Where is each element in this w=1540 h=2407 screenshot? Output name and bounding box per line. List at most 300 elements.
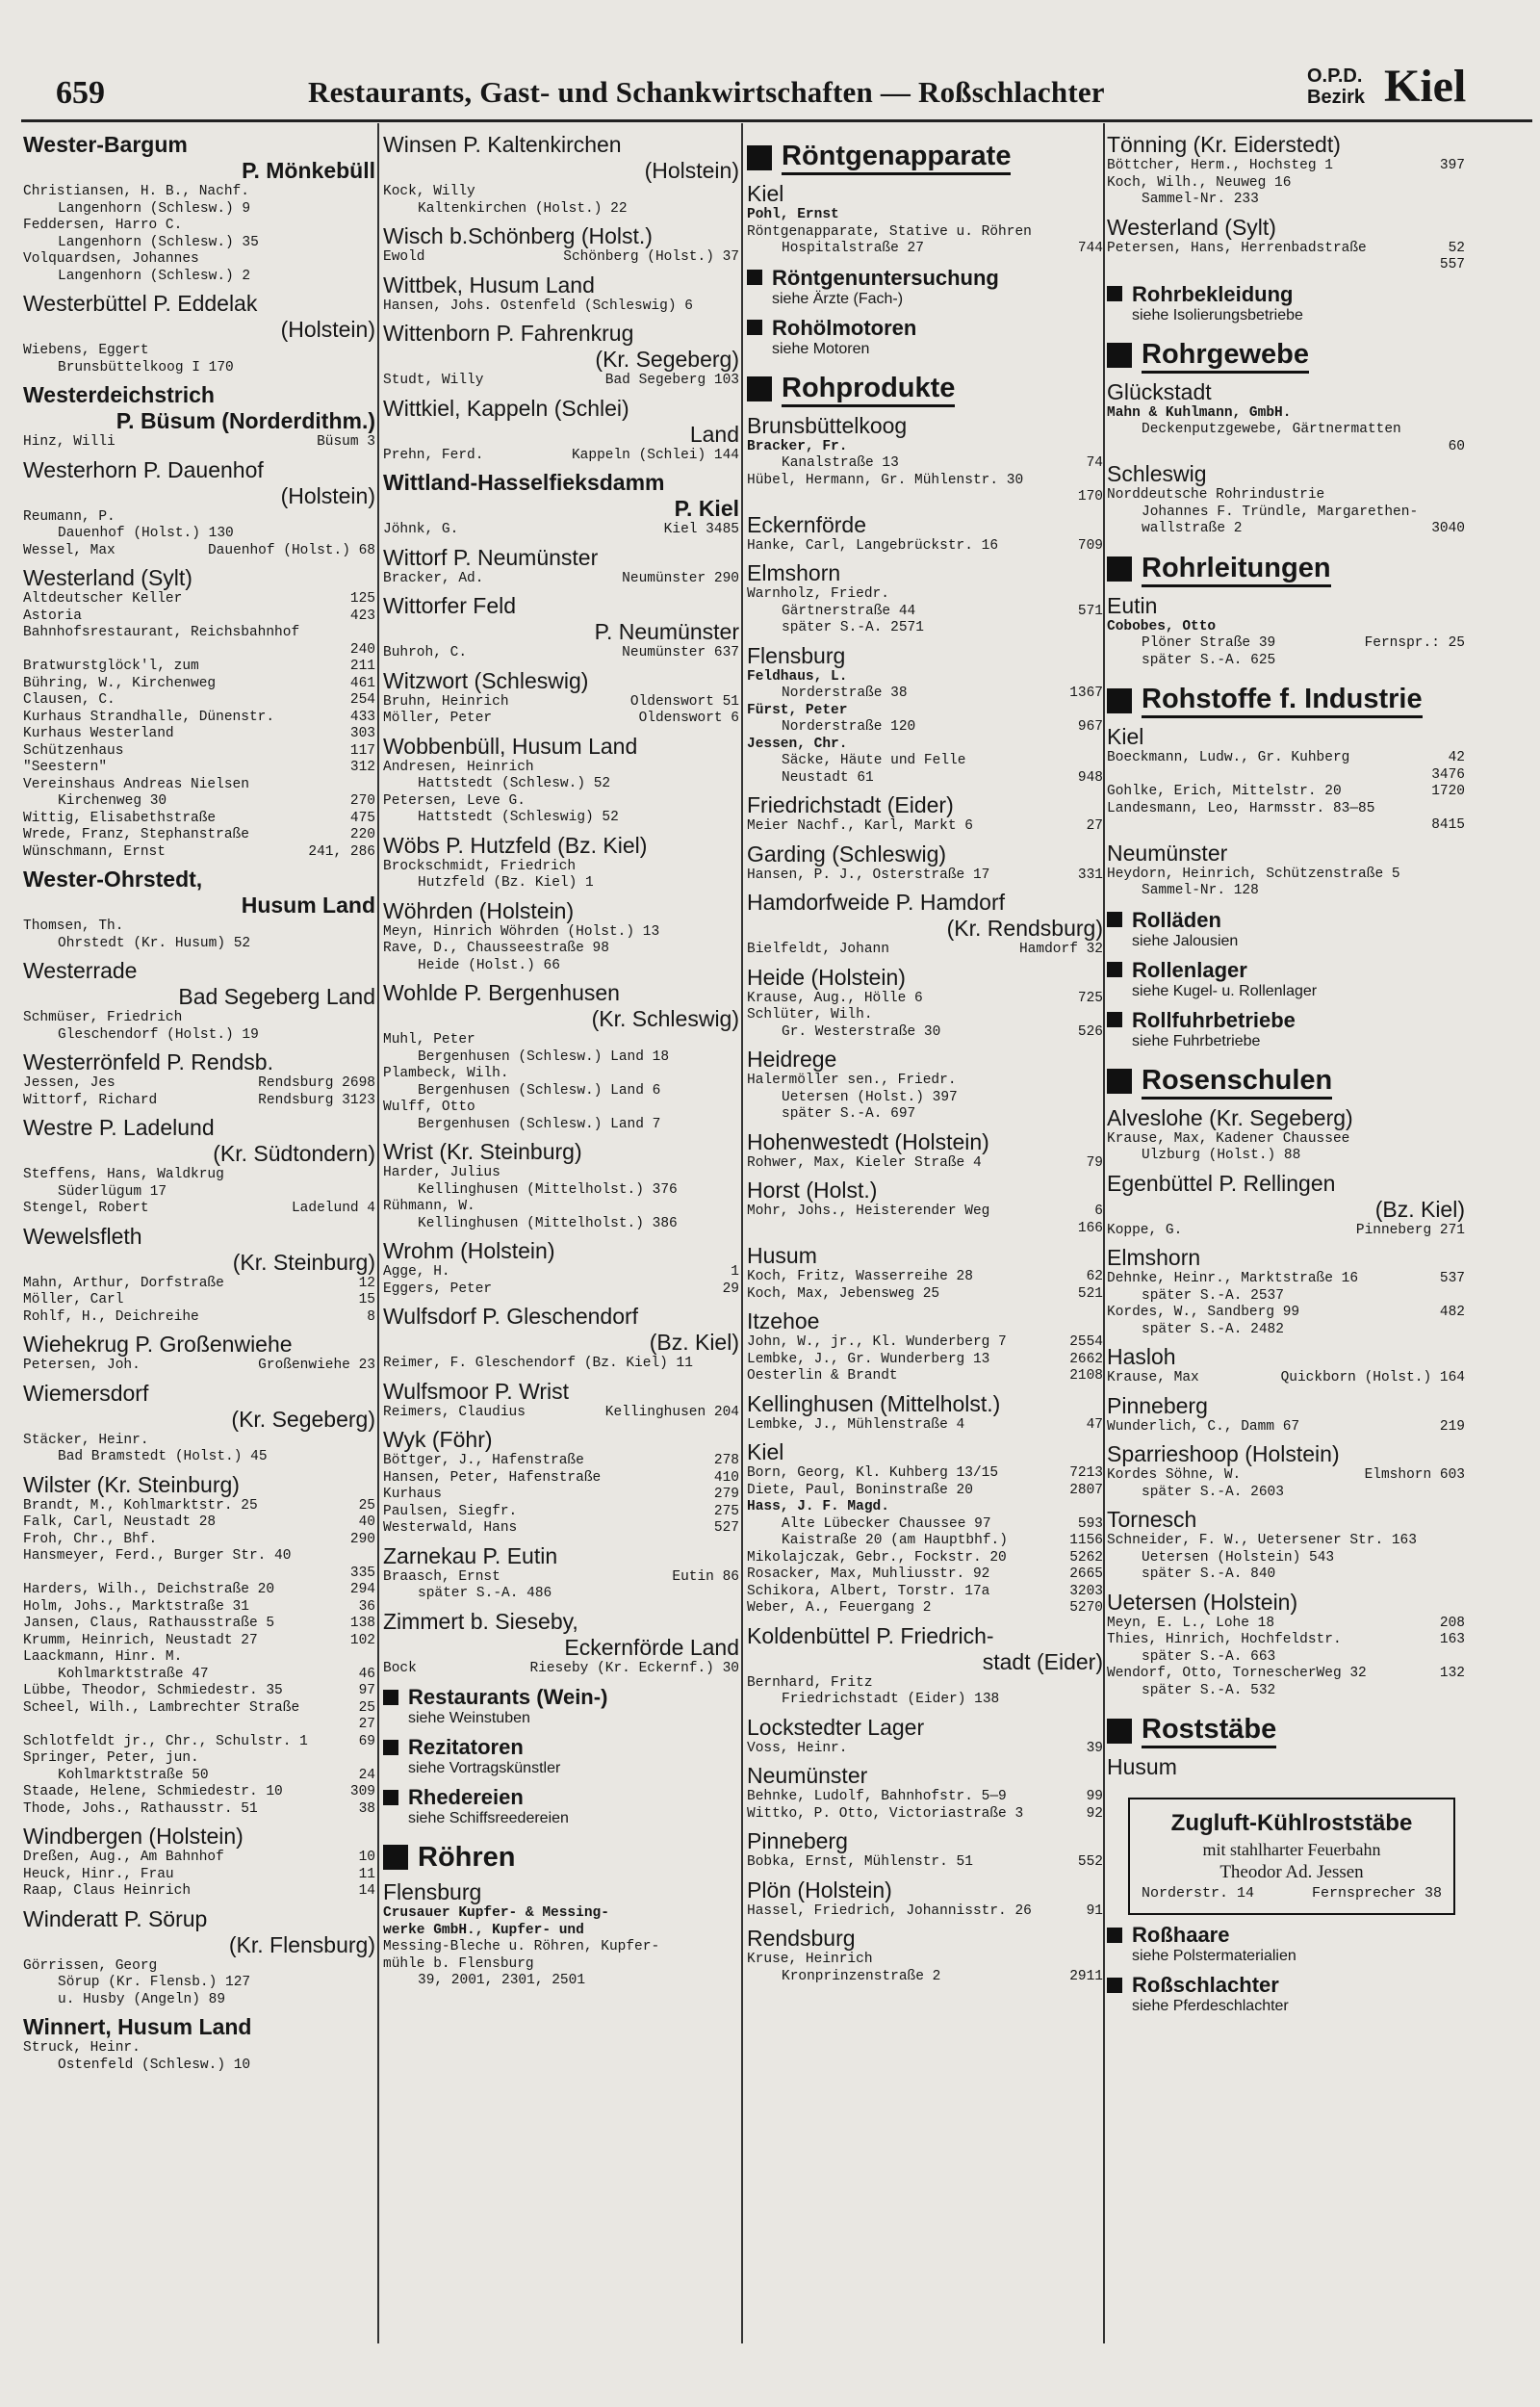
entry-phone: 211 (349, 659, 375, 674)
entry-phone: 241, 286 (308, 843, 375, 860)
district-city: Kiel (1384, 61, 1467, 112)
listing-entry (383, 1100, 739, 1117)
place-section (747, 965, 1103, 1042)
entry-phone: 220 (349, 827, 375, 842)
entry-name: Hansen, P. J., Osterstraße 17 (747, 867, 990, 883)
category-title: Rohstoffe f. Industrie (1142, 683, 1423, 718)
place-heading: Tönning (Kr. Eiderstedt) (1107, 132, 1341, 157)
listing-entry (23, 642, 375, 660)
entry-name: Langenhorn (Schlesw.) 9 (58, 200, 251, 217)
category-title: Rollfuhrbetriebe (1132, 1007, 1296, 1032)
entry-name: Wittko, P. Otto, Victoriastraße 3 (747, 1805, 1024, 1822)
listing-entry (383, 1504, 739, 1521)
entry-name: später S.-A. 2603 (1142, 1484, 1284, 1500)
place-heading: Alveslohe (Kr. Segeberg) (1107, 1104, 1353, 1130)
listing-entry (23, 844, 375, 862)
entry-name: Wendorf, Otto, TornescherWeg 32 (1107, 1666, 1367, 1681)
column-2 (383, 126, 739, 1990)
listing-entry (1107, 635, 1465, 653)
ad-title: Zugluft-Kühlroststäbe (1170, 1810, 1413, 1836)
listing-entry (383, 373, 739, 390)
listing-entry (23, 811, 375, 828)
listing-entry (23, 1309, 375, 1327)
place-section (747, 890, 1103, 959)
place-heading-continued: Land (689, 421, 739, 447)
entry-phone: Schönberg (Holst.) 37 (563, 249, 739, 265)
entry-phone: 967 (1077, 719, 1103, 735)
entry-name: Kurhaus Westerland (23, 726, 174, 741)
listing-entry (383, 1049, 739, 1067)
entry-name: Schlotfeldt jr., Chr., Schulstr. 1 (23, 1733, 308, 1749)
entry-name: Bühring, W., Kirchenweg (23, 675, 217, 691)
entry-name: Sammel-Nr. 128 (1142, 883, 1259, 898)
entry-name: Landesmann, Leo, Harmsstr. 83—85 (1107, 800, 1375, 816)
listing-entry (23, 1616, 375, 1633)
entry-name: Wessel, Max (23, 542, 116, 558)
listing-entry (1107, 817, 1465, 835)
listing-entry (747, 686, 1103, 703)
place-heading-continued: (Kr. Segeberg) (595, 347, 739, 372)
category-title: Röntgenuntersuchung (772, 265, 999, 290)
square-bullet-icon (747, 320, 762, 335)
entry-name: Gleschendorf (Holst.) 19 (58, 1026, 259, 1043)
entry-name: Hanke, Carl, Langebrückstr. 16 (747, 537, 999, 554)
place-section (747, 792, 1103, 836)
category-title: Roßhaare (1132, 1923, 1230, 1947)
entry-phone: 25 (358, 1699, 375, 1716)
place-section (383, 545, 739, 588)
entry-phone: 270 (349, 793, 375, 809)
category-title: Rhedereien (408, 1785, 524, 1809)
square-bullet-icon (1107, 1719, 1132, 1744)
entry-name: Messing-Bleche u. Röhren, Kupfer- (383, 1939, 660, 1954)
place-section (1107, 461, 1465, 538)
listing-entry (1107, 439, 1465, 456)
place-heading: Wulfsdorf P. Gleschendorf (383, 1304, 639, 1329)
listing-entry (747, 1952, 1103, 1969)
entry-phone: 725 (1077, 990, 1103, 1006)
place-heading-continued: (Bz. Kiel) (1374, 1196, 1465, 1222)
listing-entry (747, 1352, 1103, 1369)
listing-entry (383, 522, 739, 539)
entry-name: Krause, Aug., Hölle 6 (747, 990, 923, 1006)
entry-name: Reimer, F. Gleschendorf (Bz. Kiel) 11 (383, 1356, 693, 1371)
place-heading: Koldenbüttel P. Friedrich- (747, 1622, 994, 1648)
place-heading: Wittland-Hasselfieksdamm (383, 470, 665, 495)
entry-name: Weber, A., Feuergang 2 (747, 1600, 932, 1616)
listing-entry (1107, 1566, 1465, 1584)
place-heading: Hasloh (1107, 1344, 1176, 1369)
listing-entry (747, 439, 1103, 456)
opd-label: O.P.D. (1307, 65, 1363, 87)
listing-entry (23, 1958, 375, 1976)
place-heading: Wilster (Kr. Steinburg) (23, 1471, 240, 1497)
place-section (383, 734, 739, 827)
listing-entry (23, 777, 375, 794)
listing-entry (1107, 867, 1465, 884)
listing-entry (383, 448, 739, 465)
place-section (747, 1391, 1103, 1435)
entry-name: Kanalstraße 13 (782, 455, 899, 471)
place-heading: Husum (747, 1243, 817, 1268)
listing-entry (747, 1854, 1103, 1872)
district-label (1307, 65, 1365, 108)
entry-name: Paulsen, Siegfr. (383, 1503, 518, 1519)
listing-entry (1107, 257, 1465, 274)
place-heading-continued: Eckernförde Land (564, 1634, 739, 1660)
listing-entry (747, 1269, 1103, 1286)
square-bullet-icon (747, 376, 772, 401)
entry-phone: 279 (713, 1487, 739, 1502)
entry-name: Steffens, Hans, Waldkrug (23, 1167, 224, 1182)
entry-name: Petersen, Joh. (23, 1358, 141, 1373)
ad-company: Theodor Ad. Jessen (1219, 1862, 1364, 1882)
place-heading: Wobbenbüll, Husum Land (383, 733, 638, 759)
entry-name: Struck, Heinr. (23, 2040, 141, 2056)
listing-entry (747, 1334, 1103, 1352)
entry-name: Ohrstedt (Kr. Husum) 52 (58, 935, 251, 951)
entry-name: Hattstedt (Schlesw.) 52 (418, 776, 611, 791)
listing-entry (1107, 1370, 1465, 1387)
listing-entry (383, 1032, 739, 1049)
entry-name: Uetersen (Holstein) 543 (1142, 1549, 1335, 1566)
entry-name: Bock (383, 1660, 417, 1676)
listing-entry (23, 1532, 375, 1549)
listing-entry (23, 2040, 375, 2058)
entry-phone: 2665 (1069, 1566, 1103, 1582)
category-heading (383, 1685, 739, 1709)
place-heading: Pinneberg (747, 1828, 848, 1853)
listing-entry (23, 1750, 375, 1768)
listing-entry (747, 1368, 1103, 1385)
place-section (1107, 379, 1465, 456)
entry-name: Pohl, Ernst (747, 207, 839, 222)
listing-entry (747, 753, 1103, 770)
entry-name: Koppe, G. (1107, 1222, 1183, 1238)
place-section (23, 565, 375, 861)
entry-name: Rosacker, Max, Muhliusstr. 92 (747, 1566, 990, 1582)
entry-name: Plöner Straße 39 (1142, 635, 1276, 651)
square-bullet-icon (383, 1740, 398, 1755)
entry-name: Halermöller sen., Friedr. (747, 1073, 957, 1088)
place-heading-continued: (Kr. Rendsburg) (946, 916, 1103, 941)
entry-name: Voss, Heinr. (747, 1740, 848, 1756)
place-heading: Kiel (747, 181, 784, 206)
place-section (1107, 1507, 1465, 1584)
listing-entry (383, 184, 739, 201)
place-section (383, 470, 739, 539)
entry-name: Plambeck, Wilh. (383, 1066, 509, 1081)
square-bullet-icon (1107, 1069, 1132, 1094)
place-section (383, 1379, 739, 1422)
place-section (747, 1623, 1103, 1709)
listing-entry (23, 1184, 375, 1202)
listing-entry (747, 1692, 1103, 1709)
entry-name: Hassel, Friedrich, Johannisstr. 26 (747, 1902, 1032, 1919)
listing-entry (23, 1582, 375, 1599)
place-heading: Westerbüttel P. Eddelak (23, 291, 258, 316)
listing-entry (383, 859, 739, 876)
entry-phone: 14 (358, 1883, 375, 1899)
listing-entry (383, 1973, 739, 1990)
listing-entry (747, 489, 1103, 506)
entry-name: Kurhaus (383, 1487, 442, 1502)
listing-entry (747, 1204, 1103, 1221)
place-heading: Neumünster (1107, 840, 1228, 866)
entry-phone: 163 (1439, 1632, 1465, 1647)
place-heading: Lockstedter Lager (747, 1714, 925, 1740)
entry-name: Kronprinzenstraße 2 (782, 1968, 941, 1984)
see-also-reference: siehe Isolierungsbetriebe (1132, 306, 1303, 324)
entry-name: Cobobes, Otto (1107, 618, 1217, 634)
entry-phone: 138 (349, 1616, 375, 1631)
entry-name: Hansmeyer, Ferd., Burger Str. 40 (23, 1548, 292, 1564)
listing-entry (747, 538, 1103, 556)
category-heading (1107, 1923, 1465, 1947)
listing-entry (1107, 1419, 1465, 1436)
place-heading: Zimmert b. Sieseby, (383, 1608, 578, 1634)
place-heading: Wester-Bargum (23, 132, 188, 157)
listing-entry (23, 1498, 375, 1515)
listing-entry (383, 1956, 739, 1974)
entry-phone: Elmshorn 603 (1364, 1467, 1465, 1483)
listing-entry (383, 1939, 739, 1956)
place-section (23, 1224, 375, 1327)
place-heading: Winderatt P. Sörup (23, 1905, 208, 1931)
place-heading: Brunsbüttelkoog (747, 412, 908, 438)
entry-name: später S.-A. 2537 (1142, 1287, 1284, 1304)
listing-entry (383, 1356, 739, 1373)
entry-phone: 102 (349, 1632, 375, 1648)
see-also-reference: siehe Fuhrbetriebe (1132, 1032, 1261, 1049)
listing-entry (23, 1784, 375, 1801)
bezirk-label: Bezirk (1307, 87, 1366, 108)
listing-entry (383, 571, 739, 588)
entry-name: Mikolajczak, Gebr., Fockstr. 20 (747, 1549, 1007, 1566)
place-section (1107, 724, 1465, 835)
place-section (23, 958, 375, 1044)
entry-phone: 3476 (1431, 766, 1465, 783)
entry-name: Altdeutscher Keller (23, 591, 183, 607)
place-heading: Egenbüttel P. Rellingen (1107, 1170, 1336, 1196)
place-heading: Hohenwestedt (Holstein) (747, 1128, 989, 1154)
entry-name: Brockschmidt, Friedrich (383, 858, 577, 874)
listing-entry (1107, 405, 1465, 423)
place-heading: Witzwort (Schleswig) (383, 667, 589, 693)
entry-phone: Hamdorf 32 (1018, 942, 1103, 957)
place-heading: Rendsburg (747, 1926, 856, 1951)
entry-phone: 275 (713, 1503, 739, 1519)
place-heading: Hamdorfweide P. Hamdorf (747, 890, 1006, 915)
entry-name: Behnke, Ludolf, Bahnhofstr. 5—9 (747, 1789, 1007, 1804)
place-section (383, 1304, 739, 1373)
entry-name: Andresen, Heinrich (383, 759, 534, 775)
entry-name: Ewold (383, 249, 425, 265)
place-heading: Eckernförde (747, 511, 867, 537)
category-heading (1107, 1064, 1465, 1100)
place-section (747, 413, 1103, 506)
listing-entry (23, 1867, 375, 1884)
entry-name: Kruse, Heinrich (747, 1952, 873, 1967)
entry-name: Wittorf, Richard (23, 1092, 158, 1108)
entry-phone: 526 (1077, 1023, 1103, 1040)
entry-name: Hass, J. F. Magd. (747, 1499, 889, 1514)
see-also-reference: siehe Jalousien (1132, 932, 1239, 949)
entry-name: Heydorn, Heinrich, Schützenstraße 5 (1107, 866, 1400, 882)
listing-entry (1107, 1683, 1465, 1700)
place-section (747, 1715, 1103, 1758)
listing-entry (747, 1007, 1103, 1024)
entry-phone: 29 (722, 1281, 739, 1297)
listing-entry (383, 958, 739, 975)
entry-phone: 219 (1439, 1418, 1465, 1435)
category-title: Rohrleitungen (1142, 552, 1331, 587)
entry-phone: 1 (731, 1264, 739, 1280)
place-heading: Westerhorn P. Dauenhof (23, 456, 264, 482)
listing-entry (1107, 1550, 1465, 1567)
square-bullet-icon (1107, 1928, 1122, 1943)
listing-entry (383, 760, 739, 777)
listing-entry (23, 1992, 375, 2009)
place-heading: Friedrichstadt (Eider) (747, 792, 954, 817)
entry-name: Säcke, Häute und Felle (782, 753, 966, 768)
listing-entry (1107, 192, 1465, 209)
entry-phone: 2807 (1069, 1482, 1103, 1498)
place-section (747, 560, 1103, 637)
place-section (747, 181, 1103, 258)
entry-name: Dreßen, Aug., Am Bahnhof (23, 1850, 224, 1865)
listing-entry (747, 867, 1103, 885)
listing-entry (383, 810, 739, 827)
entry-phone: Oldenswort 51 (629, 693, 739, 710)
entry-name: Norderstraße 120 (782, 719, 916, 735)
entry-phone: Oldenswort 6 (638, 711, 739, 726)
square-bullet-icon (1107, 556, 1132, 582)
entry-name: Kordes, W., Sandberg 99 (1107, 1305, 1300, 1320)
entry-name: Süderlügum 17 (58, 1183, 167, 1200)
place-section (23, 457, 375, 560)
place-heading: Wyk (Föhr) (383, 1427, 493, 1452)
listing-entry (747, 1499, 1103, 1516)
entry-phone: 948 (1077, 769, 1103, 786)
entry-phone: 1720 (1431, 784, 1465, 799)
entry-phone: 24 (358, 1767, 375, 1783)
listing-entry (23, 1566, 375, 1583)
place-section (383, 1238, 739, 1298)
listing-entry (23, 184, 375, 201)
entry-name: Brunsbüttelkoog I 170 (58, 359, 234, 375)
entry-phone: 397 (1439, 158, 1465, 173)
entry-phone: 593 (1077, 1515, 1103, 1532)
place-heading: Wulfsmoor P. Wrist (383, 1378, 569, 1404)
entry-name: später S.-A. 532 (1142, 1682, 1276, 1698)
entry-name: Dehnke, Heinr., Marktstraße 16 (1107, 1271, 1359, 1286)
place-heading: Glückstadt (1107, 378, 1212, 404)
entry-phone: 1156 (1069, 1533, 1103, 1548)
place-heading: Wittorf P. Neumünster (383, 544, 599, 570)
place-heading: Wöbs P. Hutzfeld (Bz. Kiel) (383, 832, 648, 858)
listing-entry (747, 1741, 1103, 1758)
entry-phone: Rieseby (Kr. Eckernf.) 30 (529, 1660, 739, 1676)
entry-phone: Rendsburg 3123 (258, 1092, 375, 1108)
listing-entry (23, 726, 375, 743)
listing-entry (747, 1584, 1103, 1601)
entry-name: Heide (Holst.) 66 (418, 957, 560, 973)
listing-entry (747, 1675, 1103, 1693)
square-bullet-icon (1107, 286, 1122, 301)
entry-name: Wünschmann, Ernst (23, 843, 166, 860)
place-heading: Westerrade (23, 958, 138, 983)
listing-entry (23, 1548, 375, 1566)
entry-phone: 25 (358, 1497, 375, 1514)
place-heading: Horst (Holst.) (747, 1178, 878, 1203)
place-section (23, 1049, 375, 1109)
entry-name: Thode, Johs., Rathausstr. 51 (23, 1800, 258, 1817)
entry-phone: 170 (1077, 489, 1103, 505)
listing-entry (383, 1083, 739, 1100)
entry-name: Reimers, Claudius (383, 1404, 526, 1420)
entry-name: Raap, Claus Heinrich (23, 1883, 192, 1899)
place-heading: Kiel (1107, 724, 1144, 749)
entry-phone: 744 (1077, 241, 1103, 256)
category-title: Rollenlager (1132, 957, 1247, 982)
listing-entry (747, 1969, 1103, 1986)
entry-phone: 482 (1439, 1305, 1465, 1320)
listing-entry (23, 591, 375, 608)
listing-entry (1107, 1467, 1465, 1485)
listing-entry (23, 2058, 375, 2075)
listing-entry (23, 1276, 375, 1293)
entry-name: Koch, Wilh., Neuweg 16 (1107, 174, 1292, 191)
column-divider (741, 123, 743, 2343)
listing-entry (1107, 521, 1465, 538)
entry-name: Staade, Helene, Schmiedestr. 10 (23, 1784, 283, 1799)
place-heading-continued: (Bz. Kiel) (649, 1330, 739, 1355)
category-heading (747, 372, 1103, 407)
place-heading-continued: (Holstein) (280, 317, 375, 342)
place-heading-continued: Husum Land (241, 893, 375, 918)
listing-entry (23, 625, 375, 642)
entry-phone: Großenwiehe 23 (258, 1358, 375, 1373)
category-title: Rosenschulen (1142, 1064, 1332, 1100)
entry-phone: 79 (1086, 1154, 1103, 1171)
entry-phone: 69 (358, 1733, 375, 1749)
place-heading: Pinneberg (1107, 1392, 1208, 1418)
entry-phone: 3203 (1069, 1583, 1103, 1599)
entry-name: Bergenhusen (Schlesw.) Land 18 (418, 1048, 670, 1065)
page-number: 659 (56, 75, 105, 111)
entry-name: Görrissen, Georg (23, 1957, 158, 1974)
place-heading: Flensburg (747, 642, 846, 668)
entry-name: Clausen, C. (23, 692, 116, 708)
place-section (747, 512, 1103, 556)
listing-entry (383, 941, 739, 958)
entry-name: Jessen, Jes (23, 1075, 116, 1091)
entry-name: Bielfeldt, Johann (747, 942, 889, 957)
entry-phone: 571 (1077, 603, 1103, 619)
entry-name: Ostenfeld (Schlesw.) 10 (58, 2057, 251, 2073)
place-heading-continued: (Holstein) (644, 158, 739, 183)
listing-entry (23, 608, 375, 626)
entry-phone: 8415 (1431, 817, 1465, 833)
entry-name: später S.-A. 2571 (782, 620, 924, 635)
entry-phone: 2911 (1069, 1968, 1103, 1984)
listing-entry (23, 434, 375, 452)
listing-entry (23, 360, 375, 377)
entry-name: Reumann, P. (23, 508, 116, 525)
entry-name: später S.-A. 697 (782, 1106, 916, 1122)
listing-entry (747, 1024, 1103, 1042)
